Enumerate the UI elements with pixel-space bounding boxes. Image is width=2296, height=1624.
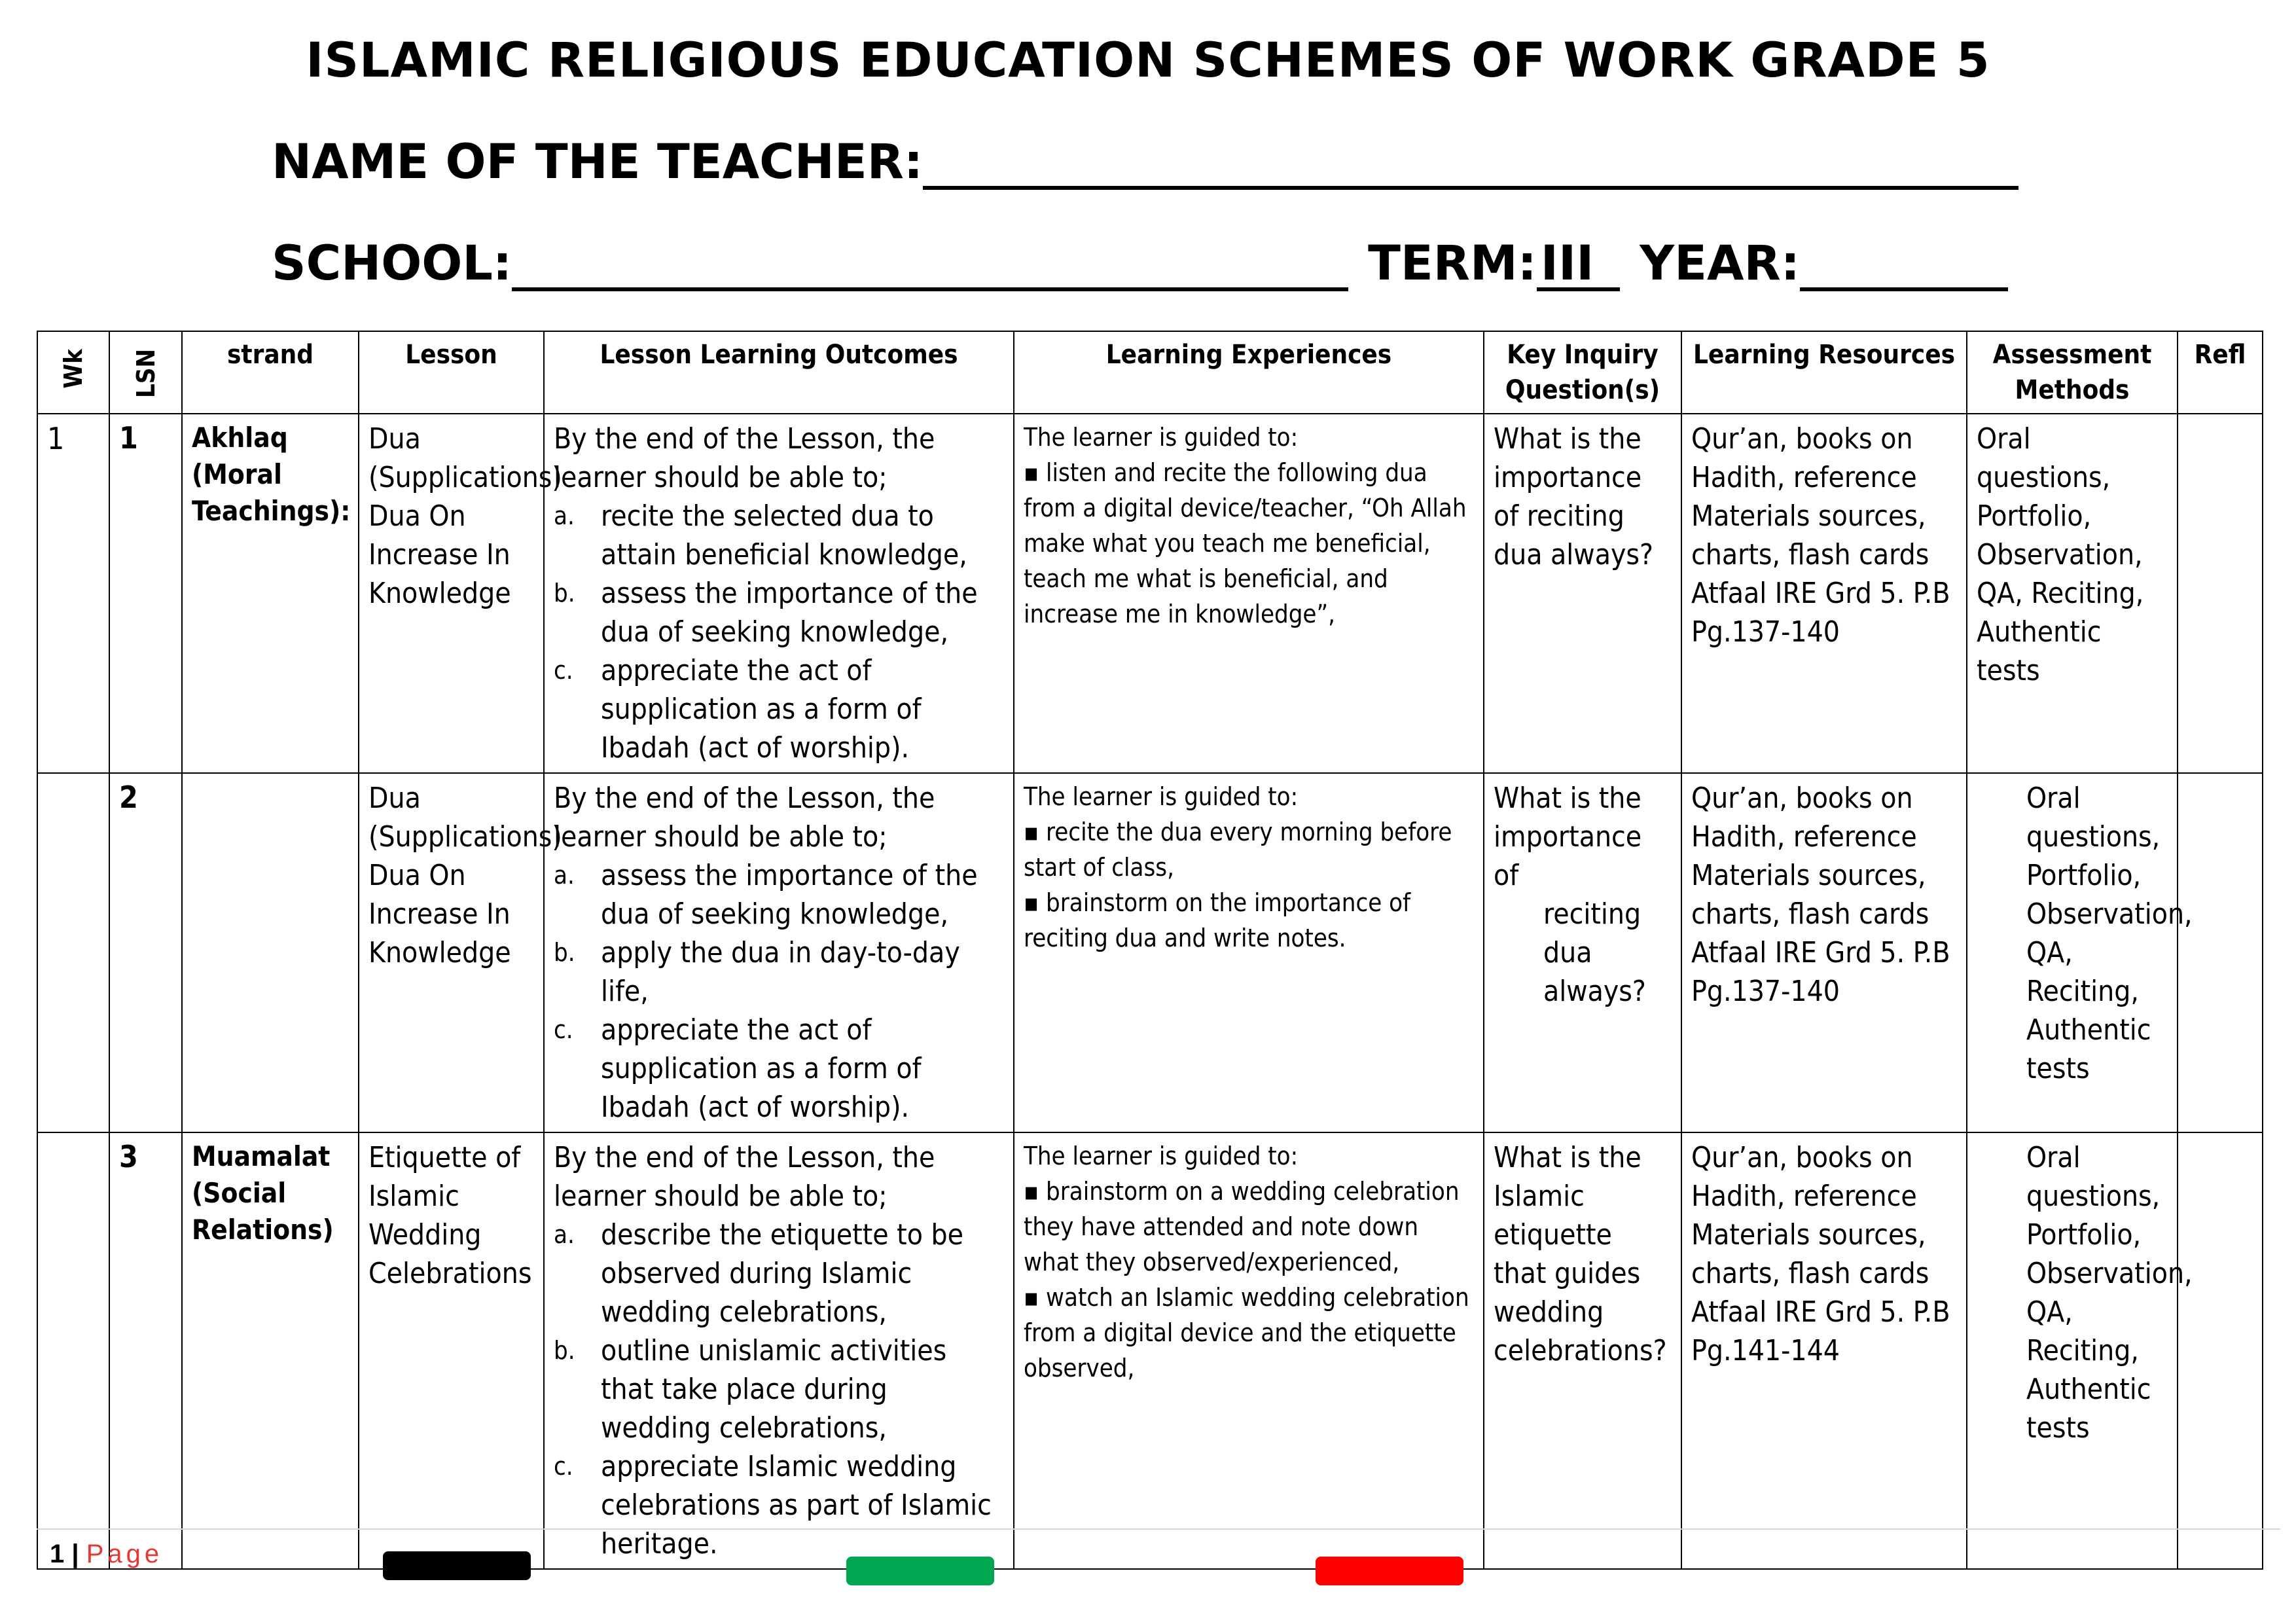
- cell-refl: [2178, 773, 2263, 1132]
- list-item: ▪ listen and recite the following dua from a digital device/teacher, “Oh Allah make what you teach me beneficial, teach me what is beneficial, and increase me in knowledge”,: [1024, 458, 1467, 628]
- header-assessment: Assessment Methods: [1967, 331, 2178, 414]
- green-flag-bar: [846, 1557, 994, 1585]
- teacher-line: [272, 134, 2018, 190]
- cell-refl: [2178, 414, 2263, 773]
- header-wk: Wk: [37, 331, 109, 414]
- header-row: [37, 331, 2263, 414]
- cell-strand: Muamalat (Social Relations): [182, 1132, 359, 1569]
- list-item: b. apply the dua in day-to-day life,: [554, 936, 960, 1008]
- cell-inquiry: What is the importance of reciting dua always?: [1484, 773, 1681, 1132]
- outcomes-intro: By the end of the Lesson, the learner should be able to;: [554, 1141, 935, 1213]
- header-inquiry: Key Inquiry Question(s): [1484, 331, 1681, 414]
- cell-wk: 1: [37, 414, 109, 773]
- cell-experiences: The learner is guided to: ▪ listen and recite the following dua from a digital device/teacher, “Oh Allah make what you teach me beneficial, teach me what is beneficial, and increase me in knowledge”,: [1014, 414, 1484, 773]
- list-item: ▪ watch an Islamic wedding celebration from a digital device and the etiquette observed,: [1024, 1283, 1469, 1382]
- outcomes-intro: By the end of the Lesson, the learner should be able to;: [554, 782, 935, 854]
- cell-refl: [2178, 1132, 2263, 1569]
- cell-strand: [182, 773, 359, 1132]
- cell-resources: Qur’an, books on Hadith, reference Materials sources, charts, flash cards Atfaal IRE Grd 5. P.B Pg.141-144: [1681, 1132, 1967, 1569]
- cell-lesson: Dua (Supplications) Dua On Increase In Knowledge: [359, 414, 544, 773]
- table-row: [37, 414, 2263, 773]
- page-number: 1 | Page: [50, 1540, 164, 1568]
- cell-lesson: Dua (Supplications) Dua On Increase In Knowledge: [359, 773, 544, 1132]
- school-blank: [512, 248, 1348, 291]
- cell-lsn: 1: [109, 414, 182, 773]
- list-item: a. recite the selected dua to attain beneficial knowledge,: [554, 499, 967, 571]
- list-item: c. appreciate the act of supplication as a form of Ibadah (act of worship).: [554, 654, 922, 765]
- cell-outcomes: [544, 773, 1014, 1132]
- list-item: c. appreciate Islamic wedding celebrations as part of Islamic heritage.: [554, 1450, 992, 1561]
- outcomes-list: [554, 1216, 1004, 1563]
- outcomes-list: [554, 497, 1004, 767]
- outcomes-intro: By the end of the Lesson, the learner should be able to;: [554, 422, 935, 494]
- term-value: III: [1537, 240, 1620, 291]
- cell-wk: [37, 773, 109, 1132]
- black-flag-bar: [383, 1551, 531, 1580]
- cell-lesson: Etiquette of Islamic Wedding Celebrations: [359, 1132, 544, 1569]
- list-item: a. describe the etiquette to be observed during Islamic wedding celebrations,: [554, 1218, 963, 1329]
- cell-assessment: Oral questions, Portfolio, Observation, QA, Reciting, Authentic tests: [1967, 414, 2178, 773]
- cell-wk: [37, 1132, 109, 1569]
- schemes-table: [37, 331, 2263, 1570]
- header-resources: Learning Resources: [1681, 331, 1967, 414]
- table-row: [37, 1132, 2263, 1569]
- cell-experiences: The learner is guided to: ▪ recite the dua every morning before start of class, ▪ brainstorm on the importance of reciting dua and write notes.: [1014, 773, 1484, 1132]
- header-strand: strand: [182, 331, 359, 414]
- cell-assessment: Oral questions, Portfolio, Observation, QA, Reciting, Authentic tests: [1967, 773, 2178, 1132]
- header-lesson: Lesson: [359, 331, 544, 414]
- cell-lsn: 2: [109, 773, 182, 1132]
- school-term-year-line: [272, 236, 2008, 291]
- teacher-label: NAME OF THE TEACHER:: [272, 134, 924, 190]
- list-item: a. assess the importance of the dua of seeking knowledge,: [554, 859, 978, 931]
- cell-inquiry: What is the Islamic etiquette that guides wedding celebrations?: [1484, 1132, 1681, 1569]
- cell-resources: Qur’an, books on Hadith, reference Materials sources, charts, flash cards Atfaal IRE Grd 5. P.B Pg.137-140: [1681, 414, 1967, 773]
- list-item: c. appreciate the act of supplication as a form of Ibadah (act of worship).: [554, 1013, 922, 1124]
- outcomes-list: [554, 856, 1004, 1127]
- footer-divider: [37, 1528, 2280, 1530]
- cell-inquiry: What is the importance of reciting dua always?: [1484, 414, 1681, 773]
- header-experiences: Learning Experiences: [1014, 331, 1484, 414]
- cell-experiences: The learner is guided to: ▪ brainstorm on a wedding celebration they have attended and note down what they observed/experienced, ▪ watch an Islamic wedding celebration from a digital device and the etiquette observed,: [1014, 1132, 1484, 1569]
- header-lsn: LSN: [109, 331, 182, 414]
- table-row: [37, 773, 2263, 1132]
- cell-resources: Qur’an, books on Hadith, reference Materials sources, charts, flash cards Atfaal IRE Grd 5. P.B Pg.137-140: [1681, 773, 1967, 1132]
- document-title: ISLAMIC RELIGIOUS EDUCATION SCHEMES OF WORK GRADE 5: [306, 33, 1990, 88]
- list-item: ▪ brainstorm on the importance of reciting dua and write notes.: [1024, 888, 1411, 952]
- list-item: ▪ brainstorm on a wedding celebration they have attended and note down what they observed/experienced,: [1024, 1177, 1460, 1276]
- cell-lsn: 3: [109, 1132, 182, 1569]
- cell-outcomes: [544, 414, 1014, 773]
- list-item: b. assess the importance of the dua of seeking knowledge,: [554, 577, 978, 649]
- header-refl: Refl: [2178, 331, 2263, 414]
- header-outcomes: Lesson Learning Outcomes: [544, 331, 1014, 414]
- term-label: TERM:: [1368, 236, 1537, 291]
- cell-assessment: Oral questions, Portfolio, Observation, QA, Reciting, Authentic tests: [1967, 1132, 2178, 1569]
- list-item: ▪ recite the dua every morning before start of class,: [1024, 818, 1452, 882]
- school-label: SCHOOL:: [272, 236, 512, 291]
- list-item: b. outline unislamic activities that take place during wedding celebrations,: [554, 1334, 947, 1445]
- cell-outcomes: [544, 1132, 1014, 1569]
- year-blank: [1800, 248, 2008, 291]
- red-flag-bar: [1316, 1557, 1463, 1585]
- cell-strand: Akhlaq (Moral Teachings):: [182, 414, 359, 773]
- teacher-blank: [923, 147, 2018, 190]
- year-label: YEAR:: [1640, 236, 1800, 291]
